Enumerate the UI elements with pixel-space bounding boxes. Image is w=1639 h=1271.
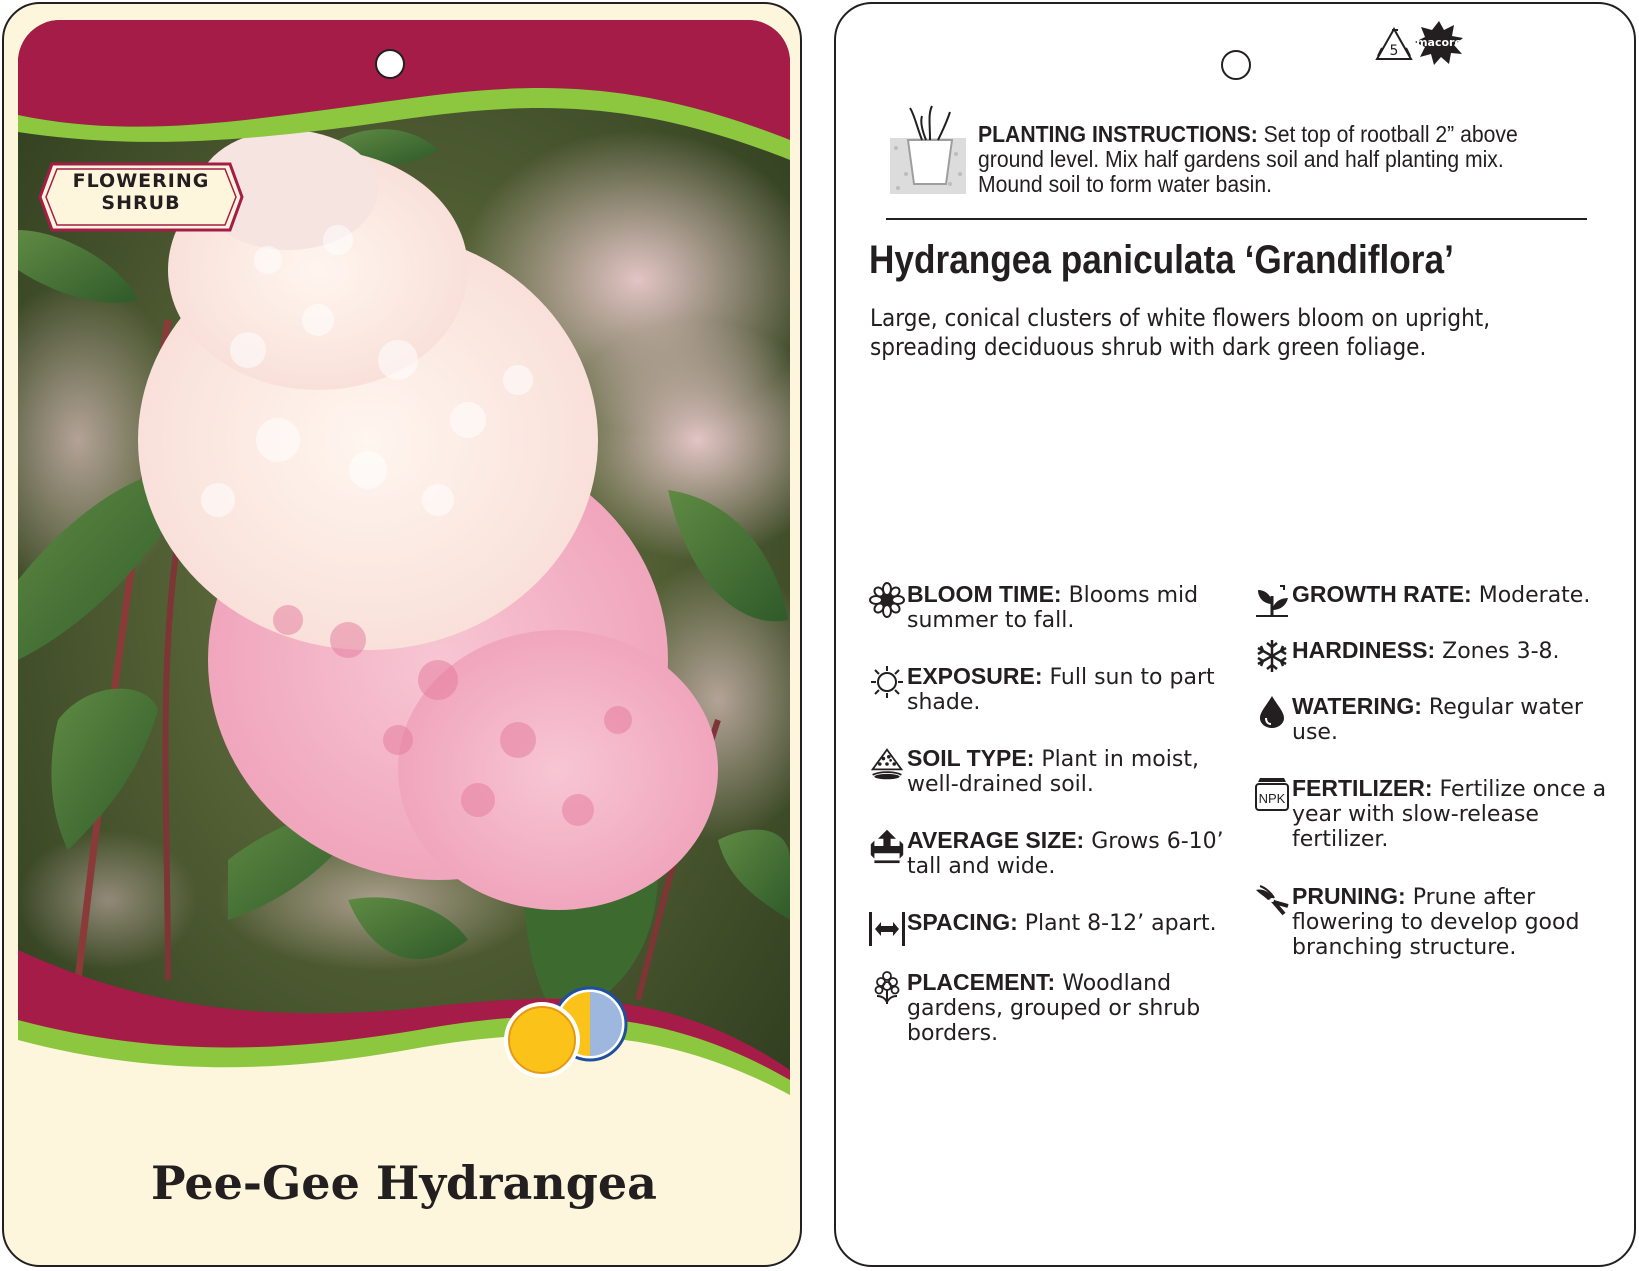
sun-icon	[869, 664, 905, 700]
badge-line-1: FLOWERING	[72, 170, 210, 192]
feature-text: tall and wide.	[907, 854, 1056, 879]
feature-text: Plant 8-12’ apart.	[1017, 911, 1217, 936]
back-tag	[834, 2, 1636, 1267]
feature-text: fertilizer.	[1292, 827, 1389, 852]
full-sun-icon	[504, 1002, 580, 1078]
feature-text: Grows 6-10’	[1084, 829, 1224, 854]
fertilizer-icon	[1254, 776, 1290, 812]
macore-logo-icon	[1414, 20, 1464, 66]
feature-text: Moderate.	[1471, 583, 1591, 608]
feature-label: AVERAGE SIZE:	[907, 827, 1085, 853]
recycle-icon	[1374, 26, 1414, 64]
feature-text: Plant in moist,	[1034, 747, 1199, 772]
feature-text: flowering to develop good	[1292, 910, 1580, 935]
feature-label: WATERING:	[1292, 693, 1422, 719]
common-name: Pee-Gee Hydrangea	[151, 1156, 657, 1210]
hang-hole	[375, 49, 405, 79]
feature-label: SOIL TYPE:	[907, 745, 1035, 771]
feature-text: Zones 3-8.	[1435, 639, 1560, 664]
spacing-icon	[869, 910, 905, 946]
feature-label: SPACING:	[907, 909, 1018, 935]
planting-pot-icon	[886, 104, 970, 200]
planting-label: PLANTING INSTRUCTIONS:	[978, 121, 1258, 147]
botanical-name: Hydrangea paniculata ‘Grandiflora’	[869, 238, 1454, 282]
feature-text: year with slow-release	[1292, 802, 1539, 827]
feature-text: Prune after	[1405, 885, 1536, 910]
description-line-2: spreading deciduous shrub with dark green foliage.	[870, 333, 1427, 361]
feature-label: EXPOSURE:	[907, 663, 1043, 689]
badge-line-2: SHRUB	[101, 192, 181, 214]
divider	[886, 218, 1587, 220]
feature-label: FERTILIZER:	[1292, 775, 1433, 801]
feature-text: gardens, grouped or shrub	[907, 996, 1201, 1021]
pruners-icon	[1254, 884, 1290, 920]
placement-icon	[869, 970, 905, 1006]
feature-text: Full sun to part	[1042, 665, 1215, 690]
feature-label: PRUNING:	[1292, 883, 1406, 909]
feature-text: borders.	[907, 1021, 999, 1046]
feature-text: Fertilize once a	[1432, 777, 1607, 802]
feature-text: well-drained soil.	[907, 772, 1094, 797]
feature-text: Regular water	[1421, 695, 1583, 720]
feature-text: branching structure.	[1292, 935, 1517, 960]
feature-text: Woodland	[1055, 971, 1172, 996]
svg-text:macore: macore	[1416, 36, 1462, 49]
feature-text: shade.	[907, 690, 981, 715]
front-tag	[2, 2, 802, 1267]
water-drop-icon	[1254, 694, 1290, 730]
planting-line-2: ground level. Mix half gardens soil and half planting mix.	[978, 146, 1504, 172]
svg-text:NPK: NPK	[1258, 791, 1286, 806]
feature-label: HARDINESS:	[1292, 637, 1436, 663]
planting-instructions	[978, 122, 1548, 197]
feature-label: PLACEMENT:	[907, 969, 1056, 995]
snowflake-icon	[1254, 638, 1290, 674]
growth-icon	[1254, 582, 1290, 618]
svg-text:5: 5	[1389, 43, 1399, 59]
feature-text: summer to fall.	[907, 608, 1075, 633]
size-icon	[869, 828, 905, 864]
feature-text: Blooms mid	[1061, 583, 1199, 608]
soil-icon	[869, 746, 905, 782]
hang-hole	[1221, 50, 1251, 80]
flower-icon	[869, 582, 905, 618]
description-line-1: Large, conical clusters of white flowers bloom on upright,	[870, 304, 1491, 332]
feature-text: use.	[1292, 720, 1338, 745]
feature-label: BLOOM TIME:	[907, 581, 1062, 607]
badge-label	[38, 170, 244, 214]
plant-description	[870, 304, 1536, 362]
planting-line-3: Mound soil to form water basin.	[978, 171, 1273, 197]
planting-line-1: Set top of rootball 2” above	[1257, 121, 1518, 147]
feature-label: GROWTH RATE:	[1292, 581, 1472, 607]
exposure-icons	[502, 984, 637, 1080]
